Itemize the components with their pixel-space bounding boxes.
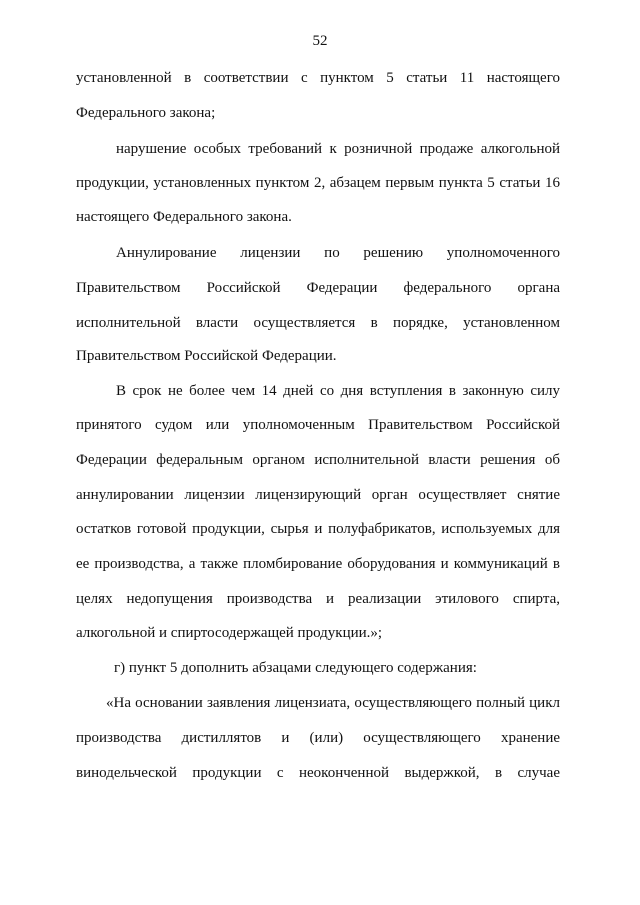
text-line: Правительством Российской Федерации федерального органа	[76, 280, 560, 296]
text-line: целях недопущения производства и реализации этилового спирта,	[76, 591, 560, 607]
text-line: алкогольной и спиртосодержащей продукции.»;	[76, 625, 383, 641]
paragraph-first-line: «На основании заявления лицензиата, осуществляющего полный цикл	[106, 695, 560, 711]
paragraph-first-line: Аннулирование лицензии по решению уполномоченного	[116, 245, 560, 261]
text-line: производства дистиллятов и (или) осуществляющего хранение	[76, 730, 560, 746]
text-line: Федерации федеральным органом исполнительной власти решения об	[76, 452, 560, 468]
text-line: принятого судом или уполномоченным Правительством Российской	[76, 417, 560, 433]
text-line: Федерального закона;	[76, 105, 216, 121]
text-line: остатков готовой продукции, сырья и полуфабрикатов, используемых для	[76, 521, 560, 537]
text-line: аннулировании лицензии лицензирующий орган осуществляет снятие	[76, 487, 560, 503]
paragraph-first-line: г) пункт 5 дополнить абзацами следующего содержания:	[114, 660, 477, 676]
text-line: настоящего Федерального закона.	[76, 209, 292, 225]
paragraph-first-line: В срок не более чем 14 дней со дня вступления в законную силу	[116, 383, 560, 399]
text-line: ее производства, а также пломбирование оборудования и коммуникаций в	[76, 556, 560, 572]
text-line: исполнительной власти осуществляется в порядке, установленном	[76, 315, 560, 331]
page-number: 52	[312, 33, 328, 49]
text-line: продукции, установленных пунктом 2, абзацем первым пункта 5 статьи 16	[76, 175, 560, 191]
paragraph-first-line: нарушение особых требований к розничной продаже алкогольной	[116, 141, 560, 157]
text-line: Правительством Российской Федерации.	[76, 348, 337, 364]
text-line: винодельческой продукции с неоконченной выдержкой, в случае	[76, 765, 560, 781]
text-line: установленной в соответствии с пунктом 5 статьи 11 настоящего	[76, 70, 560, 86]
